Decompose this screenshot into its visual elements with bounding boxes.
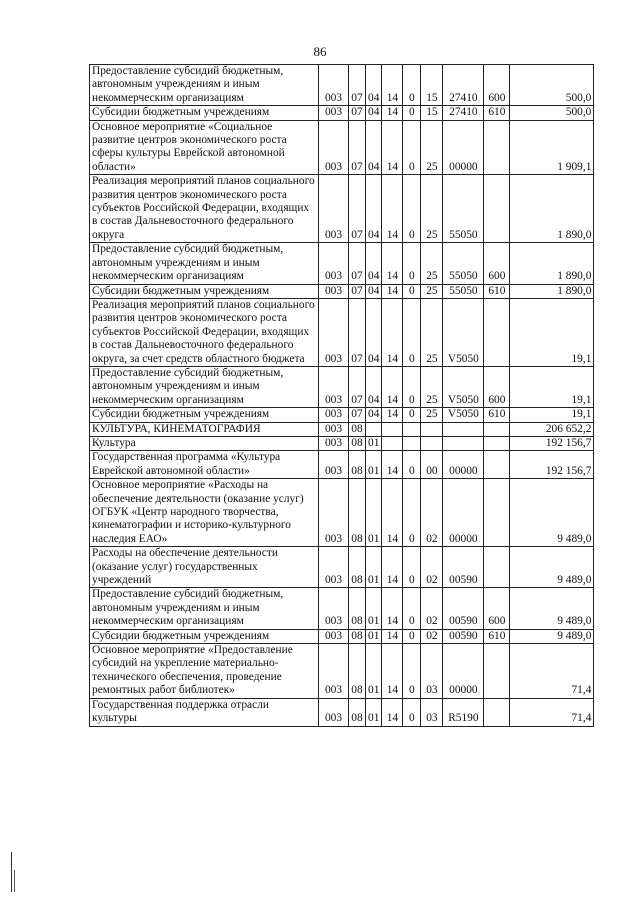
direction-code: 00590 xyxy=(443,629,484,643)
section-code: 08 xyxy=(349,629,366,643)
amount: 500,0 xyxy=(510,106,594,120)
direction-code: 55050 xyxy=(443,175,484,243)
subsection-code: 04 xyxy=(366,298,382,366)
expense-type-code xyxy=(484,451,510,479)
expense-type-code xyxy=(484,298,510,366)
section-code: 08 xyxy=(349,436,366,450)
table-row xyxy=(90,422,594,436)
ministry-code: 003 xyxy=(319,644,349,699)
direction-code xyxy=(443,422,484,436)
program-code: 14 xyxy=(382,106,403,120)
expense-type-code: 610 xyxy=(484,106,510,120)
expense-type-code: 600 xyxy=(484,243,510,284)
direction-code: 00000 xyxy=(443,644,484,699)
program-code: 14 xyxy=(382,243,403,284)
ministry-code: 003 xyxy=(319,120,349,175)
subprogram-code: 0 xyxy=(403,451,421,479)
expense-type-code xyxy=(484,644,510,699)
event-code: 25 xyxy=(421,408,443,422)
expense-type-code: 600 xyxy=(484,65,510,106)
direction-code: 27410 xyxy=(443,65,484,106)
ministry-code: 003 xyxy=(319,243,349,284)
amount: 71,4 xyxy=(510,644,594,699)
subsection-code: 01 xyxy=(366,547,382,588)
amount: 9 489,0 xyxy=(510,547,594,588)
row-name: Основное мероприятие «Социальное развитие центров экономического роста сферы культуры Еврейской автономной области» xyxy=(90,120,319,175)
table-row xyxy=(90,698,594,726)
subprogram-code: 0 xyxy=(403,284,421,298)
ministry-code: 003 xyxy=(319,436,349,450)
section-code: 08 xyxy=(349,422,366,436)
amount: 19,1 xyxy=(510,408,594,422)
expense-type-code: 610 xyxy=(484,629,510,643)
row-name: Субсидии бюджетным учреждениям xyxy=(90,284,319,298)
table-row xyxy=(90,408,594,422)
program-code: 14 xyxy=(382,366,403,407)
subsection-code: 04 xyxy=(366,408,382,422)
row-name: Предоставление субсидий бюджетным, автономным учреждениям и иным некоммерческим организациям xyxy=(90,243,319,284)
section-code: 07 xyxy=(349,298,366,366)
section-code: 08 xyxy=(349,588,366,629)
subsection-code: 01 xyxy=(366,644,382,699)
program-code: 14 xyxy=(382,644,403,699)
budget-table xyxy=(89,64,594,727)
event-code: 02 xyxy=(421,629,443,643)
event-code: 25 xyxy=(421,120,443,175)
section-code: 08 xyxy=(349,547,366,588)
program-code: 14 xyxy=(382,175,403,243)
row-name: Предоставление субсидий бюджетным, автономным учреждениям и иным некоммерческим организациям xyxy=(90,588,319,629)
program-code: 14 xyxy=(382,120,403,175)
ministry-code: 003 xyxy=(319,408,349,422)
subsection-code: 04 xyxy=(366,120,382,175)
amount: 1 890,0 xyxy=(510,284,594,298)
row-name: Государственная поддержка отрасли культуры xyxy=(90,698,319,726)
event-code: 02 xyxy=(421,479,443,547)
subprogram-code: 0 xyxy=(403,644,421,699)
row-name: Культура xyxy=(90,436,319,450)
expense-type-code: 610 xyxy=(484,408,510,422)
table-row xyxy=(90,243,594,284)
program-code: 14 xyxy=(382,698,403,726)
amount: 19,1 xyxy=(510,366,594,407)
program-code: 14 xyxy=(382,629,403,643)
section-code: 07 xyxy=(349,408,366,422)
amount: 1 909,1 xyxy=(510,120,594,175)
row-name: Реализация мероприятий планов социального развития центров экономического роста субъектов Российской Федерации, входящих в состав Дальневосточного федерального округа xyxy=(90,175,319,243)
subprogram-code: 0 xyxy=(403,106,421,120)
row-name: Реализация мероприятий планов социального развития центров экономического роста субъектов Российской Федерации, входящих в состав Дальневосточного федерального округа, за счет средств областного бюджета xyxy=(90,298,319,366)
direction-code: V5050 xyxy=(443,408,484,422)
direction-code: 00000 xyxy=(443,479,484,547)
table-row xyxy=(90,588,594,629)
subprogram-code: 0 xyxy=(403,408,421,422)
event-code: 02 xyxy=(421,547,443,588)
ministry-code: 003 xyxy=(319,366,349,407)
row-name: Основное мероприятие «Предоставление субсидий на укрепление материально-технического обеспечения, проведение ремонтных работ библиотек» xyxy=(90,644,319,699)
event-code: 15 xyxy=(421,65,443,106)
subsection-code: 04 xyxy=(366,106,382,120)
ministry-code: 003 xyxy=(319,629,349,643)
event-code: 25 xyxy=(421,243,443,284)
amount: 9 489,0 xyxy=(510,479,594,547)
section-code: 07 xyxy=(349,243,366,284)
subprogram-code: 0 xyxy=(403,479,421,547)
table-row xyxy=(90,479,594,547)
direction-code: 00000 xyxy=(443,120,484,175)
row-name: КУЛЬТУРА, КИНЕМАТОГРАФИЯ xyxy=(90,422,319,436)
section-code: 07 xyxy=(349,65,366,106)
program-code: 14 xyxy=(382,284,403,298)
subprogram-code: 0 xyxy=(403,629,421,643)
section-code: 07 xyxy=(349,120,366,175)
row-name: Предоставление субсидий бюджетным, автономным учреждениям и иным некоммерческим организациям xyxy=(90,65,319,106)
direction-code: V5050 xyxy=(443,366,484,407)
program-code: 14 xyxy=(382,479,403,547)
amount: 192 156,7 xyxy=(510,436,594,450)
event-code: 25 xyxy=(421,175,443,243)
direction-code xyxy=(443,436,484,450)
amount: 1 890,0 xyxy=(510,243,594,284)
amount: 1 890,0 xyxy=(510,175,594,243)
table-row xyxy=(90,644,594,699)
event-code xyxy=(421,422,443,436)
table-row xyxy=(90,284,594,298)
table-row xyxy=(90,106,594,120)
ministry-code: 003 xyxy=(319,422,349,436)
expense-type-code xyxy=(484,436,510,450)
ministry-code: 003 xyxy=(319,547,349,588)
row-name: Субсидии бюджетным учреждениям xyxy=(90,629,319,643)
program-code: 14 xyxy=(382,298,403,366)
table-row xyxy=(90,451,594,479)
ministry-code: 003 xyxy=(319,451,349,479)
section-code: 07 xyxy=(349,366,366,407)
subsection-code: 04 xyxy=(366,243,382,284)
program-code: 14 xyxy=(382,65,403,106)
amount: 9 489,0 xyxy=(510,588,594,629)
row-name: Государственная программа «Культура Еврейской автономной области» xyxy=(90,451,319,479)
subsection-code: 04 xyxy=(366,175,382,243)
program-code xyxy=(382,422,403,436)
subsection-code xyxy=(366,422,382,436)
event-code: 25 xyxy=(421,284,443,298)
program-code: 14 xyxy=(382,451,403,479)
direction-code: 00590 xyxy=(443,588,484,629)
ministry-code: 003 xyxy=(319,284,349,298)
expense-type-code xyxy=(484,422,510,436)
subprogram-code: 0 xyxy=(403,65,421,106)
direction-code: R5190 xyxy=(443,698,484,726)
program-code: 14 xyxy=(382,547,403,588)
expense-type-code xyxy=(484,175,510,243)
section-code: 08 xyxy=(349,479,366,547)
event-code: 00 xyxy=(421,451,443,479)
ministry-code: 003 xyxy=(319,175,349,243)
event-code xyxy=(421,436,443,450)
program-code: 14 xyxy=(382,588,403,629)
subsection-code: 01 xyxy=(366,698,382,726)
subsection-code: 01 xyxy=(366,436,382,450)
section-code: 08 xyxy=(349,698,366,726)
subsection-code: 04 xyxy=(366,65,382,106)
table-row xyxy=(90,366,594,407)
ministry-code: 003 xyxy=(319,698,349,726)
event-code: 03 xyxy=(421,644,443,699)
direction-code: 00000 xyxy=(443,451,484,479)
ministry-code: 003 xyxy=(319,298,349,366)
margin-mark xyxy=(11,852,12,892)
amount: 9 489,0 xyxy=(510,629,594,643)
section-code: 07 xyxy=(349,175,366,243)
amount: 206 652,2 xyxy=(510,422,594,436)
subsection-code: 01 xyxy=(366,588,382,629)
ministry-code: 003 xyxy=(319,479,349,547)
amount: 71,4 xyxy=(510,698,594,726)
amount: 19,1 xyxy=(510,298,594,366)
row-name: Субсидии бюджетным учреждениям xyxy=(90,106,319,120)
direction-code: V5050 xyxy=(443,298,484,366)
ministry-code: 003 xyxy=(319,65,349,106)
table-row xyxy=(90,175,594,243)
subsection-code: 04 xyxy=(366,366,382,407)
section-code: 08 xyxy=(349,644,366,699)
subprogram-code: 0 xyxy=(403,120,421,175)
subprogram-code: 0 xyxy=(403,298,421,366)
table-row xyxy=(90,120,594,175)
event-code: 03 xyxy=(421,698,443,726)
subsection-code: 04 xyxy=(366,284,382,298)
row-name: Предоставление субсидий бюджетным, автономным учреждениям и иным некоммерческим организациям xyxy=(90,366,319,407)
section-code: 08 xyxy=(349,451,366,479)
expense-type-code xyxy=(484,698,510,726)
direction-code: 00590 xyxy=(443,547,484,588)
table-row xyxy=(90,629,594,643)
subprogram-code: 0 xyxy=(403,175,421,243)
event-code: 25 xyxy=(421,298,443,366)
table-row xyxy=(90,436,594,450)
expense-type-code: 600 xyxy=(484,366,510,407)
program-code: 14 xyxy=(382,408,403,422)
expense-type-code xyxy=(484,120,510,175)
ministry-code: 003 xyxy=(319,588,349,629)
subsection-code: 01 xyxy=(366,629,382,643)
expense-type-code xyxy=(484,479,510,547)
expense-type-code xyxy=(484,547,510,588)
direction-code: 55050 xyxy=(443,243,484,284)
margin-mark xyxy=(14,870,15,892)
subprogram-code xyxy=(403,422,421,436)
direction-code: 27410 xyxy=(443,106,484,120)
ministry-code: 003 xyxy=(319,106,349,120)
subprogram-code xyxy=(403,436,421,450)
subprogram-code: 0 xyxy=(403,588,421,629)
event-code: 15 xyxy=(421,106,443,120)
subprogram-code: 0 xyxy=(403,698,421,726)
amount: 192 156,7 xyxy=(510,451,594,479)
section-code: 07 xyxy=(349,284,366,298)
row-name: Субсидии бюджетным учреждениям xyxy=(90,408,319,422)
subprogram-code: 0 xyxy=(403,243,421,284)
subsection-code: 01 xyxy=(366,451,382,479)
row-name: Основное мероприятие «Расходы на обеспечение деятельности (оказание услуг) ОГБУК «Центр народного творчества, кинематографии и историко-культурного наследия ЕАО» xyxy=(90,479,319,547)
table-row xyxy=(90,65,594,106)
table-row xyxy=(90,298,594,366)
amount: 500,0 xyxy=(510,65,594,106)
program-code xyxy=(382,436,403,450)
direction-code: 55050 xyxy=(443,284,484,298)
page-number: 86 xyxy=(313,44,327,59)
expense-type-code: 610 xyxy=(484,284,510,298)
table-row xyxy=(90,547,594,588)
expense-type-code: 600 xyxy=(484,588,510,629)
row-name: Расходы на обеспечение деятельности (оказание услуг) государственных учреждений xyxy=(90,547,319,588)
event-code: 02 xyxy=(421,588,443,629)
subsection-code: 01 xyxy=(366,479,382,547)
event-code: 25 xyxy=(421,366,443,407)
section-code: 07 xyxy=(349,106,366,120)
subprogram-code: 0 xyxy=(403,547,421,588)
subprogram-code: 0 xyxy=(403,366,421,407)
